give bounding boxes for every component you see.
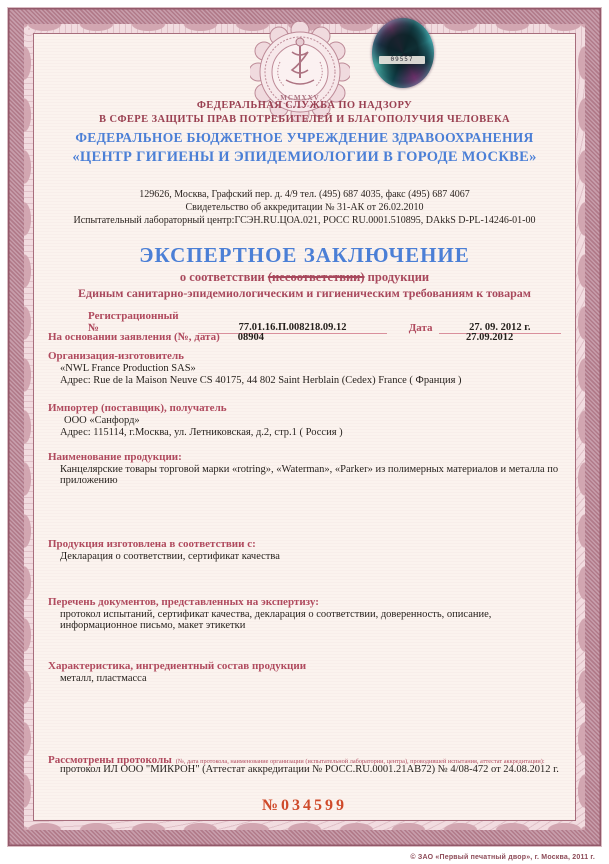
document-title: ЭКСПЕРТНОЕ ЗАКЛЮЧЕНИЕ [139,243,470,267]
composition-label: Характеристика, ингредиентный состав продукции [48,660,307,672]
blank-serial-number: №034599 [261,797,348,814]
application-number-value: 08904 [237,332,265,343]
date-label: Дата [408,322,433,334]
subtitle-prefix: о соответствии [179,270,268,284]
importer-address: Адрес: 115114, г.Москва, ул. Летниковская, д.2, стр.1 ( Россия ) [60,427,343,438]
application-date-value: 27.09.2012 [466,332,514,343]
manufacturer-address: Адрес: Rue de la Maison Neuve CS 40175, 44 802 Saint Herblain (Cedex) France ( Франция ) [60,375,462,386]
manufacturer-name: «NWL France Production SAS» [60,363,196,374]
subtitle-struck-word: (несоответствии) [267,270,365,284]
documents-list-value: протокол испытаний, сертификат качества, декларация о соответствии, доверенность, описание, информационное письмо, макет этикетки [60,609,492,631]
manufacturer-label: Организация-изготовитель [48,350,184,362]
hologram-serial: 09557 [379,56,425,64]
date-value: 27. 09. 2012 г. [439,322,561,334]
subtitle-suffix: продукции [364,270,430,284]
hologram-sticker [372,18,434,88]
registration-number-value: 77.01.16.П.008218.09.12 [198,322,386,334]
accreditation-certificate: Свидетельство об аккредитации № 31-АК от 26.02.2010 [185,202,424,213]
agency-name-line1: ФЕДЕРАЛЬНАЯ СЛУЖБА ПО НАДЗОРУ [196,100,413,111]
importer-name: ООО «Санфорд» [64,415,140,426]
product-name-value: Канцелярские товары торговой марки «rotring», «Waterman», «Parker» из полимерных материалов и металла по приложению [60,464,559,486]
registration-number-label: Регистрационный № [88,310,179,334]
protocols-label: Рассмотрены протоколы [48,754,172,766]
document-subtitle [48,270,561,285]
composition-value: металл, пластмасса [60,673,147,684]
protocols-label-note: (№, дата протокола, наименование организации (испытательной лаборатории, центра), проводившей испытания, аттестат аккредитации): [175,758,545,765]
application-row [48,331,561,343]
conformity-label: Продукция изготовлена в соответствии с: [48,538,256,550]
importer-label: Импортер (поставщик), получатель [48,402,227,414]
document-subtitle-line2: Единым санитарно-эпидемиологическим и гигиеническим требованиям к товарам [78,286,531,300]
product-name-label: Наименование продукции: [48,451,182,463]
institution-name-line1: ФЕДЕРАЛЬНОЕ БЮДЖЕТНОЕ УЧРЕЖДЕНИЕ ЗДРАВООХРАНЕНИЯ [75,130,534,145]
application-label: На основании заявления (№, дата) [48,331,220,343]
agency-name-line2: В СФЕРЕ ЗАЩИТЫ ПРАВ ПОТРЕБИТЕЛЕЙ И БЛАГОПОЛУЧИЯ ЧЕЛОВЕКА [99,114,510,125]
printer-copyright: © ЗАО «Первый печатный двор», г. Москва, 2011 г. [410,854,595,861]
institution-address: 129626, Москва, Графский пер. д. 4/9 тел. (495) 687 4035, факс (495) 687 4067 [139,189,470,200]
protocols-value: протокол ИЛ ООО "МИКРОН" (Аттестат аккредитации № РОСС.RU.0001.21АВ72) № 4/08-472 от 24.08.2012 г. [60,764,559,775]
documents-list-label: Перечень документов, представленных на экспертизу: [48,596,319,608]
conformity-value: Декларация о соответствии, сертификат качества [60,551,280,562]
seal-motto: MCMXXV [280,94,320,102]
institution-name-line2: «ЦЕНТР ГИГИЕНЫ И ЭПИДЕМИОЛОГИИ В ГОРОДЕ МОСКВЕ» [72,149,537,165]
lab-center-accreditations: Испытательный лабораторный центр:ГСЭН.RU.ЦОА.021, РОСС RU.0001.510895, DAkkS D-PL-14246-01-00 [73,215,536,226]
